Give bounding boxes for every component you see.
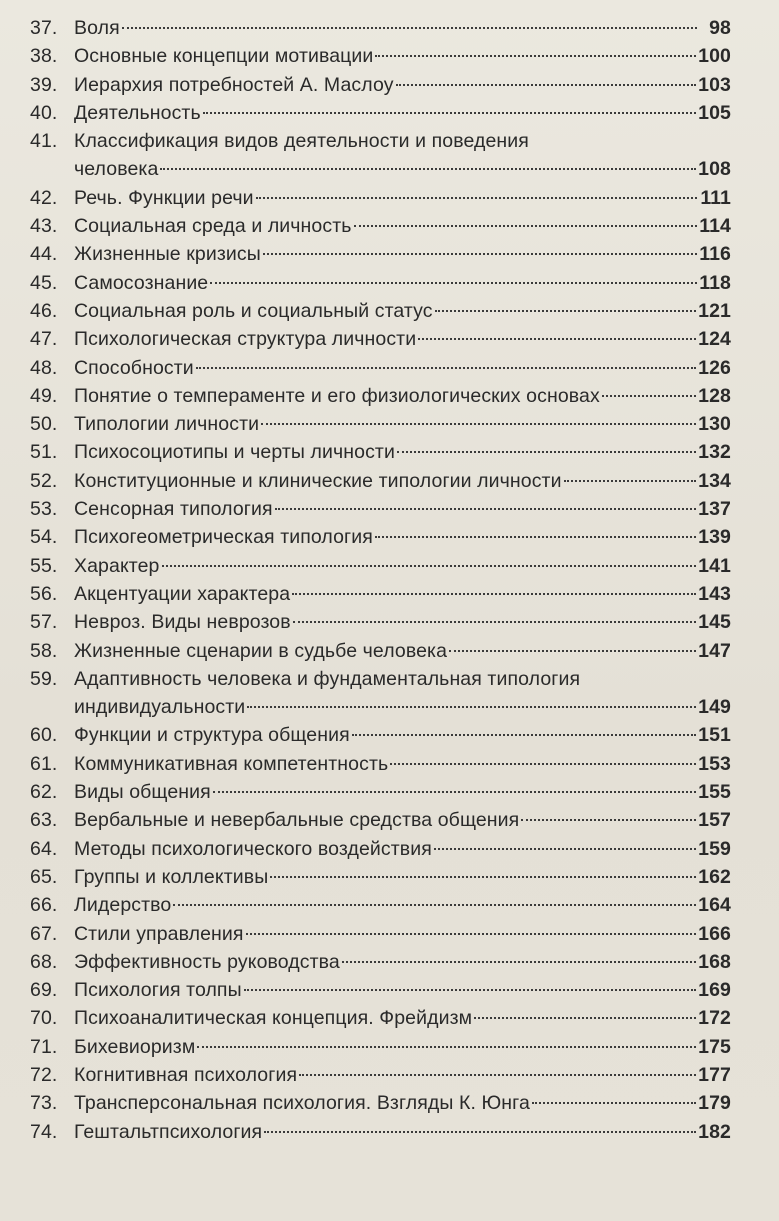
entry-number: 45. xyxy=(30,271,58,294)
entry-number: 42. xyxy=(30,186,58,209)
entry-title: Коммуникативная компетентность xyxy=(74,752,389,775)
entry-title: Самосознание xyxy=(74,271,209,294)
entry-title: Психосоциотипы и черты личности xyxy=(74,441,395,464)
entry-title-line xyxy=(74,778,731,806)
dot-leader xyxy=(197,1046,696,1048)
entry-title: Трансперсональная психология. Взгляды К. Юнга xyxy=(74,1092,530,1115)
entry-body xyxy=(74,891,731,919)
entry-title-line xyxy=(74,495,731,523)
toc-entry xyxy=(30,212,731,240)
entry-body xyxy=(74,1118,731,1146)
entry-title-line1: Классификация видов деятельности и поведения xyxy=(74,130,529,153)
toc-entry xyxy=(30,1033,731,1061)
entry-page-number: 145 xyxy=(698,611,731,634)
entry-title: Иерархия потребностей А. Маслоу xyxy=(74,73,394,96)
dot-leader xyxy=(449,650,696,652)
toc-entry xyxy=(30,354,731,382)
toc-entry xyxy=(30,269,731,297)
entry-body xyxy=(74,240,731,268)
dot-leader xyxy=(418,338,696,340)
entry-page-number: 128 xyxy=(698,384,731,407)
entry-number: 55. xyxy=(30,554,58,577)
toc-entry xyxy=(30,410,731,438)
dot-leader xyxy=(275,508,697,510)
toc-entry xyxy=(30,750,731,778)
entry-page-number: 151 xyxy=(698,724,731,747)
toc-entry xyxy=(30,665,731,722)
dot-leader xyxy=(246,933,697,935)
entry-title-line xyxy=(74,948,731,976)
entry-title: Когнитивная психология xyxy=(74,1063,298,1086)
entry-page-number: 166 xyxy=(698,922,731,945)
entry-page-number: 114 xyxy=(699,215,731,238)
entry-body xyxy=(74,523,731,551)
entry-title-line xyxy=(74,1004,731,1032)
entry-title: Виды общения xyxy=(74,781,211,804)
entry-title: Психология толпы xyxy=(74,979,242,1002)
dot-leader xyxy=(293,621,696,623)
table-of-contents xyxy=(30,14,731,1146)
entry-title-line xyxy=(74,382,731,410)
entry-title-line xyxy=(74,1118,731,1146)
toc-entry xyxy=(30,806,731,834)
toc-entry xyxy=(30,1089,731,1117)
entry-number: 70. xyxy=(30,1007,58,1030)
toc-entry xyxy=(30,297,731,325)
entry-body xyxy=(74,608,731,636)
entry-page-number: 177 xyxy=(698,1063,731,1086)
entry-body xyxy=(74,212,731,240)
entry-body xyxy=(74,580,731,608)
entry-title-line xyxy=(74,806,731,834)
entry-number: 66. xyxy=(30,894,58,917)
toc-entry xyxy=(30,552,731,580)
entry-title: Понятие о темпераменте и его физиологических основах xyxy=(74,384,600,407)
entry-title-line xyxy=(74,212,731,240)
entry-page-number: 130 xyxy=(698,413,731,436)
entry-number: 52. xyxy=(30,469,58,492)
entry-number: 49. xyxy=(30,384,58,407)
entry-number: 48. xyxy=(30,356,58,379)
dot-leader xyxy=(375,55,696,57)
entry-title-line xyxy=(74,14,731,42)
entry-body xyxy=(74,750,731,778)
entry-page-number: 132 xyxy=(698,441,731,464)
toc-entry xyxy=(30,127,731,184)
entry-title-line xyxy=(74,42,731,70)
dot-leader xyxy=(397,451,696,453)
entry-page-number: 98 xyxy=(709,17,731,39)
entry-body xyxy=(74,948,731,976)
entry-title: Невроз. Виды неврозов xyxy=(74,611,291,634)
toc-entry xyxy=(30,891,731,919)
dot-leader xyxy=(261,423,696,425)
entry-title-line xyxy=(74,1061,731,1089)
entry-body xyxy=(74,354,731,382)
entry-title-line xyxy=(74,240,731,268)
entry-title: Гештальтпсихология xyxy=(74,1120,263,1143)
dot-leader xyxy=(435,310,697,312)
toc-entry xyxy=(30,71,731,99)
toc-entry xyxy=(30,835,731,863)
entry-page-number: 172 xyxy=(698,1007,731,1030)
entry-title: Группы и коллективы xyxy=(74,865,269,888)
entry-title-line xyxy=(74,410,731,438)
entry-page-number: 105 xyxy=(698,101,731,124)
entry-body xyxy=(74,410,731,438)
dot-leader xyxy=(203,112,696,114)
entry-body xyxy=(74,806,731,834)
entry-body xyxy=(74,467,731,495)
entry-title: Способности xyxy=(74,356,194,379)
entry-body xyxy=(74,14,731,42)
entry-title: Основные концепции мотивации xyxy=(74,45,374,68)
entry-number: 50. xyxy=(30,413,58,436)
entry-number: 54. xyxy=(30,526,58,549)
toc-entry xyxy=(30,580,731,608)
entry-page-number: 147 xyxy=(698,639,731,662)
dot-leader xyxy=(263,253,697,255)
entry-page-number: 169 xyxy=(698,979,731,1002)
entry-title: Типологии личности xyxy=(74,413,260,436)
entry-body xyxy=(74,920,731,948)
entry-title-line xyxy=(74,71,731,99)
entry-body xyxy=(74,1033,731,1061)
entry-body xyxy=(74,382,731,410)
dot-leader xyxy=(434,848,696,850)
dot-leader xyxy=(342,961,696,963)
entry-title: Характер xyxy=(74,554,160,577)
entry-title-first-line xyxy=(74,665,731,693)
entry-page-number: 124 xyxy=(698,328,731,351)
entry-number: 47. xyxy=(30,328,58,351)
entry-page-number: 159 xyxy=(698,837,731,860)
toc-entry xyxy=(30,523,731,551)
entry-page-number: 149 xyxy=(698,696,731,719)
entry-page-number: 108 xyxy=(698,158,731,181)
entry-title-line xyxy=(74,184,731,212)
entry-title-line xyxy=(74,920,731,948)
entry-body xyxy=(74,1089,731,1117)
entry-page-number: 157 xyxy=(698,809,731,832)
entry-body xyxy=(74,71,731,99)
entry-title-line xyxy=(74,835,731,863)
entry-title-first-line xyxy=(74,127,731,155)
entry-page-number: 134 xyxy=(698,469,731,492)
toc-entry xyxy=(30,1118,731,1146)
toc-entry xyxy=(30,99,731,127)
entry-title-line xyxy=(74,1033,731,1061)
entry-page-number: 137 xyxy=(698,498,731,521)
toc-entry xyxy=(30,863,731,891)
entry-title: Стили управления xyxy=(74,922,244,945)
entry-title: Речь. Функции речи xyxy=(74,186,254,209)
entry-page-number: 182 xyxy=(698,1120,731,1143)
toc-entry xyxy=(30,240,731,268)
entry-body xyxy=(74,637,731,665)
entry-body xyxy=(74,976,731,1004)
dot-leader xyxy=(270,876,696,878)
toc-entry xyxy=(30,14,731,42)
entry-body xyxy=(74,552,731,580)
entry-title-line1: Адаптивность человека и фундаментальная типология xyxy=(74,667,581,690)
entry-title-line xyxy=(74,608,731,636)
entry-page-number: 162 xyxy=(698,865,731,888)
toc-entry xyxy=(30,184,731,212)
entry-number: 56. xyxy=(30,582,58,605)
toc-entry xyxy=(30,467,731,495)
toc-entry xyxy=(30,495,731,523)
entry-number: 41. xyxy=(30,130,58,153)
entry-title-line xyxy=(74,269,731,297)
entry-number: 69. xyxy=(30,979,58,1002)
entry-title: Социальная роль и социальный статус xyxy=(74,299,433,322)
entry-title-line xyxy=(74,1089,731,1117)
entry-body xyxy=(74,778,731,806)
entry-page-number: 121 xyxy=(698,299,731,322)
entry-title: Сенсорная типология xyxy=(74,498,273,521)
entry-body xyxy=(74,665,731,722)
entry-number: 72. xyxy=(30,1063,58,1086)
dot-leader xyxy=(396,84,697,86)
entry-page-number: 175 xyxy=(698,1035,731,1058)
entry-title: Деятельность xyxy=(74,101,201,124)
entry-title: Психологическая структура личности xyxy=(74,328,417,351)
entry-title: Методы психологического воздействия xyxy=(74,837,432,860)
dot-leader xyxy=(244,989,696,991)
toc-entry xyxy=(30,948,731,976)
entry-title-line xyxy=(74,891,731,919)
entry-page-number: 179 xyxy=(698,1092,731,1115)
entry-title: Конституционные и клинические типологии личности xyxy=(74,469,562,492)
entry-number: 74. xyxy=(30,1120,58,1143)
entry-title: Психогеометрическая типология xyxy=(74,526,373,549)
entry-title: Воля xyxy=(74,17,120,39)
entry-body xyxy=(74,127,731,184)
dot-leader xyxy=(210,282,697,284)
entry-title: Вербальные и невербальные средства общения xyxy=(74,809,520,832)
entry-title: Жизненные кризисы xyxy=(74,243,261,266)
entry-number: 38. xyxy=(30,45,58,68)
dot-leader xyxy=(196,367,696,369)
entry-number: 59. xyxy=(30,667,58,690)
entry-title: Эффективность руководства xyxy=(74,950,340,973)
entry-page-number: 155 xyxy=(698,781,731,804)
entry-page-number: 141 xyxy=(698,554,731,577)
entry-number: 67. xyxy=(30,922,58,945)
entry-number: 71. xyxy=(30,1035,58,1058)
entry-number: 68. xyxy=(30,950,58,973)
toc-entry xyxy=(30,42,731,70)
entry-title-line xyxy=(74,863,731,891)
dot-leader xyxy=(375,536,696,538)
entry-number: 51. xyxy=(30,441,58,464)
entry-title: Психоаналитическая концепция. Фрейдизм xyxy=(74,1007,473,1030)
entry-title: Функции и структура общения xyxy=(74,724,350,747)
entry-number: 64. xyxy=(30,837,58,860)
entry-page-number: 118 xyxy=(699,271,731,294)
dot-leader xyxy=(354,225,697,227)
entry-title: Социальная среда и личность xyxy=(74,215,352,238)
entry-page-number: 116 xyxy=(699,243,731,266)
entry-title: Жизненные сценарии в судьбе человека xyxy=(74,639,448,662)
entry-title-line xyxy=(74,637,731,665)
entry-number: 63. xyxy=(30,809,58,832)
dot-leader xyxy=(352,734,696,736)
entry-body xyxy=(74,835,731,863)
entry-title-line xyxy=(74,721,731,749)
entry-title: Бихевиоризм xyxy=(74,1035,196,1058)
entry-page-number: 153 xyxy=(698,752,731,775)
dot-leader xyxy=(564,480,697,482)
entry-body xyxy=(74,1004,731,1032)
entry-number: 40. xyxy=(30,101,58,124)
toc-entry xyxy=(30,608,731,636)
entry-number: 37. xyxy=(30,17,58,39)
entry-number: 73. xyxy=(30,1092,58,1115)
dot-leader xyxy=(299,1074,696,1076)
entry-body xyxy=(74,1061,731,1089)
entry-page-number: 139 xyxy=(698,526,731,549)
entry-title-line xyxy=(74,297,731,325)
dot-leader xyxy=(213,791,696,793)
entry-page-number: 168 xyxy=(698,950,731,973)
entry-title-line xyxy=(74,976,731,1004)
dot-leader xyxy=(292,593,696,595)
entry-number: 53. xyxy=(30,498,58,521)
entry-body xyxy=(74,495,731,523)
entry-body xyxy=(74,269,731,297)
entry-title-line xyxy=(74,693,731,721)
toc-entry xyxy=(30,1061,731,1089)
dot-leader xyxy=(602,395,696,397)
entry-title-line xyxy=(74,523,731,551)
dot-leader xyxy=(532,1102,696,1104)
entry-number: 58. xyxy=(30,639,58,662)
dot-leader xyxy=(390,763,696,765)
entry-body xyxy=(74,297,731,325)
toc-entry xyxy=(30,721,731,749)
entry-number: 46. xyxy=(30,299,58,322)
dot-leader xyxy=(521,819,696,821)
entry-title: Лидерство xyxy=(74,894,172,917)
toc-entry xyxy=(30,382,731,410)
entry-number: 44. xyxy=(30,243,58,266)
toc-entry xyxy=(30,438,731,466)
entry-title-line xyxy=(74,750,731,778)
entry-body xyxy=(74,42,731,70)
entry-title-line xyxy=(74,155,731,183)
entry-page-number: 100 xyxy=(698,45,731,68)
dot-leader xyxy=(256,197,697,199)
entry-title-line xyxy=(74,552,731,580)
entry-number: 60. xyxy=(30,724,58,747)
entry-body xyxy=(74,438,731,466)
entry-page-number: 143 xyxy=(698,582,731,605)
entry-title: Акцентуации характера xyxy=(74,582,291,605)
entry-body xyxy=(74,99,731,127)
entry-body xyxy=(74,184,731,212)
entry-page-number: 164 xyxy=(698,894,731,917)
toc-entry xyxy=(30,637,731,665)
toc-entry xyxy=(30,778,731,806)
entry-title-line xyxy=(74,354,731,382)
entry-page-number: 126 xyxy=(698,356,731,379)
entry-page-number: 111 xyxy=(700,186,731,209)
entry-title-line xyxy=(74,325,731,353)
entry-body xyxy=(74,721,731,749)
entry-body xyxy=(74,863,731,891)
entry-number: 65. xyxy=(30,865,58,888)
dot-leader xyxy=(160,168,696,170)
entry-title: человека xyxy=(74,158,159,181)
entry-number: 61. xyxy=(30,752,58,775)
toc-entry xyxy=(30,325,731,353)
entry-title-line xyxy=(74,99,731,127)
dot-leader xyxy=(247,706,696,708)
dot-leader xyxy=(173,904,696,906)
toc-entry xyxy=(30,920,731,948)
dot-leader xyxy=(264,1131,696,1133)
entry-number: 62. xyxy=(30,781,58,804)
entry-title-line xyxy=(74,438,731,466)
entry-number: 57. xyxy=(30,611,58,634)
dot-leader xyxy=(162,565,697,567)
entry-title-line xyxy=(74,467,731,495)
toc-entry xyxy=(30,976,731,1004)
dot-leader xyxy=(122,27,697,29)
entry-body xyxy=(74,325,731,353)
entry-title: индивидуальности xyxy=(74,696,246,719)
entry-page-number: 103 xyxy=(698,73,731,96)
dot-leader xyxy=(474,1017,696,1019)
entry-title-line xyxy=(74,580,731,608)
toc-entry xyxy=(30,1004,731,1032)
entry-number: 43. xyxy=(30,215,58,238)
entry-number: 39. xyxy=(30,73,58,96)
